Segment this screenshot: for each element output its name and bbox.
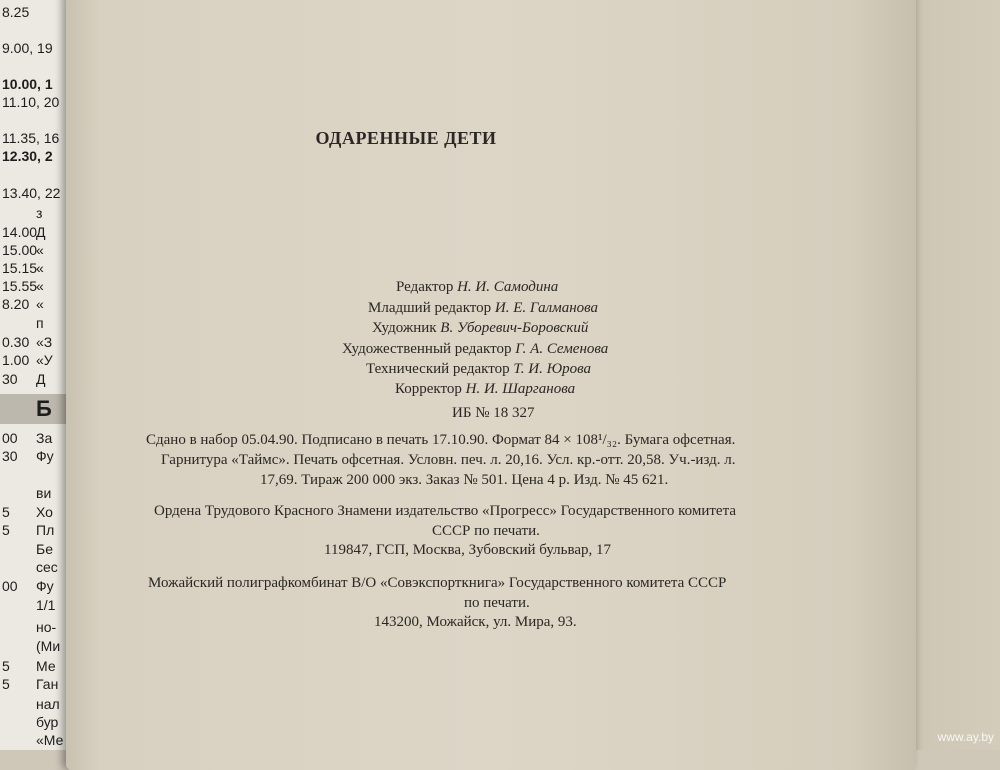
newspaper-time: 13.40, 22: [2, 185, 61, 201]
newspaper-fragment: «Ме: [36, 732, 64, 748]
newspaper-time: 15.15: [2, 260, 38, 276]
newspaper-time: 00: [2, 430, 18, 446]
print-info-line: Гарнитура «Таймс». Печать офсетная. Условн. печ. л. 20,16. Усл. кр.-отт. 20,58. Уч.-изд. л.: [161, 452, 736, 468]
newspaper-fragment: 1/1: [36, 597, 56, 613]
credit-editor: [396, 279, 558, 296]
newspaper-time: 10.00, 1: [2, 76, 53, 92]
newspaper-time: 5: [2, 676, 10, 692]
newspaper-time: 1.00: [2, 352, 30, 368]
credit-role: Художественный редактор: [342, 341, 512, 357]
newspaper-fragment: п: [36, 315, 44, 331]
print-info-line: 17,69. Тираж 200 000 экз. Заказ № 501. Цена 4 р. Изд. № 45 621.: [260, 472, 669, 488]
credit-name: Н. И. Шарганова: [465, 381, 576, 397]
newspaper-fragment: (Ми: [36, 638, 61, 654]
publisher-line: СССР по печати.: [432, 523, 540, 539]
newspaper-fragment: Д: [36, 224, 46, 240]
newspaper-time: 15.00: [2, 242, 38, 258]
newspaper-time: 00: [2, 578, 18, 594]
publisher-address: 119847, ГСП, Москва, Зубовский бульвар, 17: [324, 542, 612, 558]
newspaper-time: 5: [2, 504, 10, 520]
credit-role: Технический редактор: [366, 361, 510, 377]
credit-role: Младший редактор: [368, 300, 492, 316]
newspaper-time: 30: [2, 371, 18, 387]
credit-role: Редактор: [396, 279, 454, 295]
newspaper-fragment: Пл: [36, 522, 55, 538]
newspaper-fragment: За: [36, 430, 53, 446]
printer-address: 143200, Можайск, ул. Мира, 93.: [374, 614, 577, 630]
publisher-line: Ордена Трудового Красного Знамени издательство «Прогресс» Государственного комитета: [154, 503, 736, 519]
newspaper-time: 5: [2, 658, 10, 674]
newspaper-fragment: Ган: [36, 676, 59, 692]
credit-name: И. Е. Галманова: [494, 300, 599, 316]
newspaper-fragment: з: [36, 205, 43, 221]
credit-junior-editor: [368, 300, 598, 317]
credit-artist: [372, 320, 588, 337]
book-title: ОДАРЕННЫЕ ДЕТИ: [315, 128, 497, 148]
credit-name: Т. И. Юрова: [513, 361, 592, 377]
printer-line: Можайский полиграфкомбинат В/О «Совэкспорткнига» Государственного комитета СССР: [148, 575, 727, 591]
newspaper-fragment: «У: [36, 352, 53, 368]
credit-role: Корректор: [395, 381, 462, 397]
newspaper-fragment: Фу: [36, 448, 54, 464]
newspaper-fragment: ви: [36, 485, 52, 501]
newspaper-fragment: но-: [36, 619, 57, 635]
credit-role: Художник: [372, 320, 437, 336]
newspaper-time: 11.35, 16: [2, 130, 60, 146]
credit-art-editor: [342, 341, 608, 358]
newspaper-section-letter: Б: [36, 396, 52, 421]
newspaper-time: 14.00: [2, 224, 38, 240]
newspaper-fragment: «: [36, 242, 44, 258]
newspaper-time: 30: [2, 448, 18, 464]
credit-tech-editor: [366, 361, 591, 378]
newspaper-fragment: сес: [36, 559, 58, 575]
ib-number: ИБ № 18 327: [452, 405, 535, 421]
newspaper-time: 0.30: [2, 334, 30, 350]
newspaper-time: 15.55: [2, 278, 38, 294]
newspaper-fragment: Д: [36, 371, 46, 387]
credit-name: Н. И. Самодина: [457, 279, 559, 295]
watermark: www.ay.by: [937, 730, 994, 744]
credit-proofreader: [395, 381, 575, 398]
newspaper-fragment: Бе: [36, 541, 53, 557]
newspaper-time: 11.10, 20: [2, 94, 60, 110]
newspaper-time: 8.25: [2, 4, 30, 20]
newspaper-fragment: «: [36, 296, 44, 312]
adjacent-page: [905, 0, 1000, 750]
print-info-line: Сдано в набор 05.04.90. Подписано в печать 17.10.90. Формат 84 × 108¹/₃₂. Бумага офсетная.: [146, 432, 736, 448]
newspaper-fragment: Хо: [36, 504, 53, 520]
newspaper-time: 8.20: [2, 296, 30, 312]
newspaper-fragment: бур: [36, 714, 59, 730]
newspaper-time: 9.00, 19: [2, 40, 53, 56]
credit-name: Г. А. Семенова: [515, 341, 609, 357]
newspaper-fragment: «: [36, 260, 44, 276]
newspaper-fragment: Фу: [36, 578, 54, 594]
printer-line: по печати.: [464, 595, 530, 611]
newspaper-fragment: «: [36, 278, 44, 294]
newspaper-time: 5: [2, 522, 10, 538]
newspaper-time: 12.30, 2: [2, 148, 53, 164]
credit-name: В. Уборевич-Боровский: [440, 320, 589, 336]
newspaper-fragment: нал: [36, 696, 60, 712]
newspaper-fragment: Ме: [36, 658, 56, 674]
newspaper-fragment: «З: [36, 334, 53, 350]
